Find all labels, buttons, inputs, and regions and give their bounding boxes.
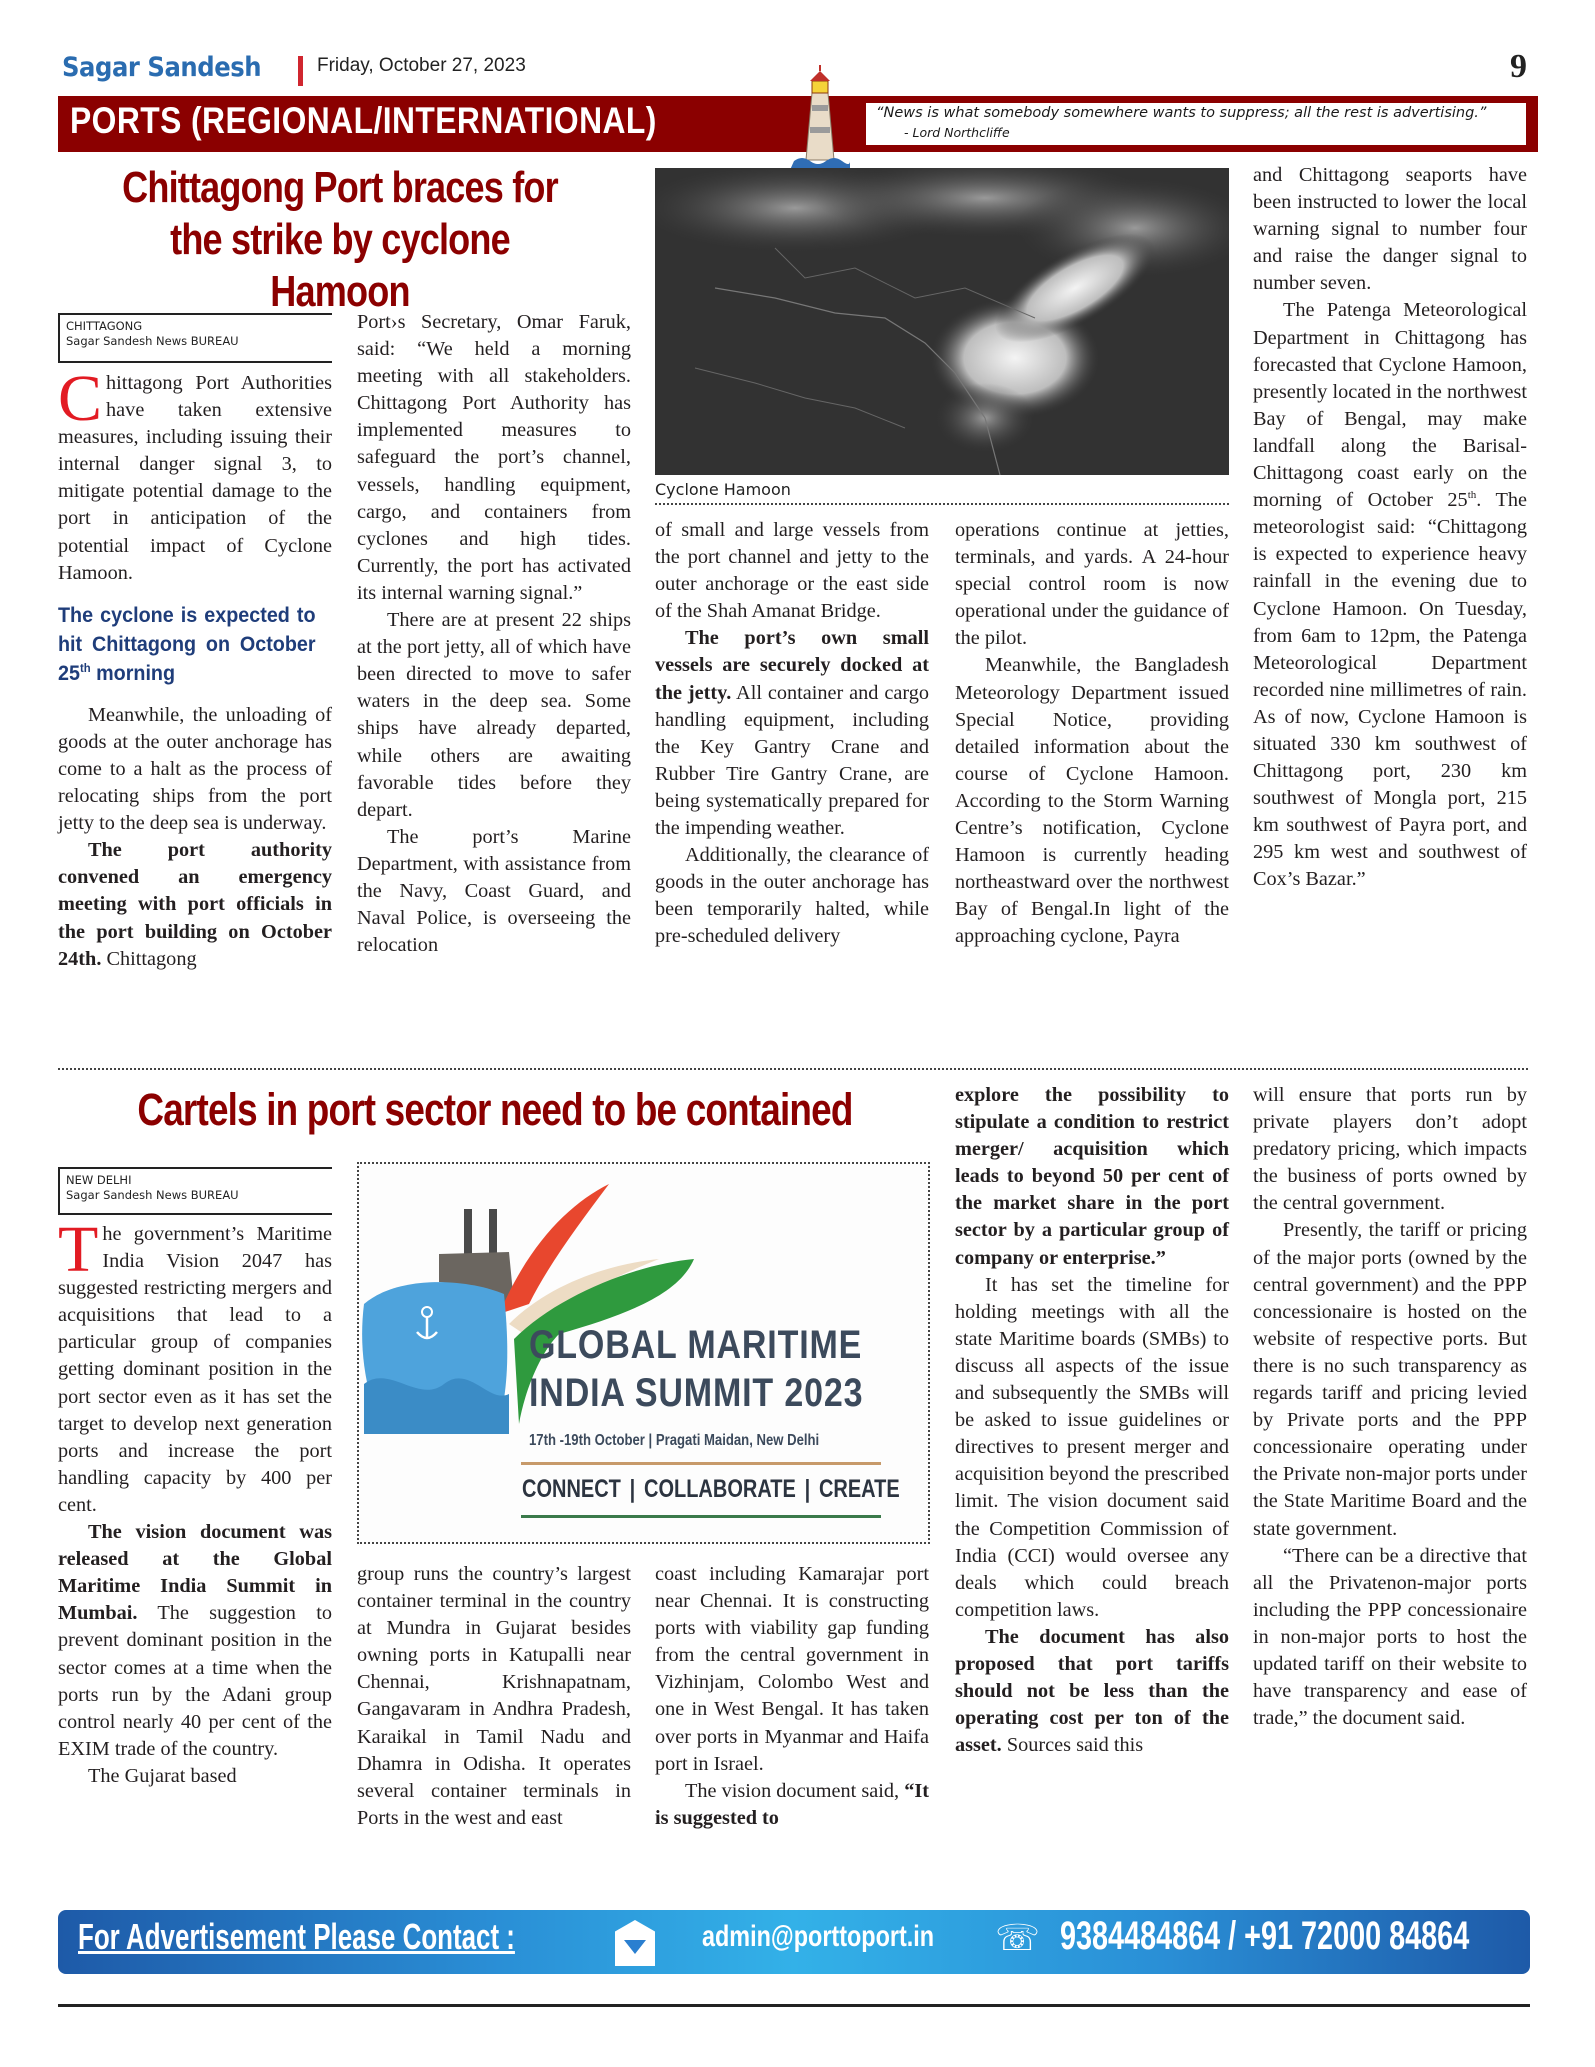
drop-cap: T	[58, 1213, 99, 1286]
drop-cap: C	[58, 362, 103, 435]
advertisement-label: For Advertisement Please Contact :	[78, 1916, 515, 1957]
logo-subtitle: 17th -19th October | Pragati Maidan, New Delhi	[529, 1432, 820, 1449]
logo-rule	[521, 1462, 881, 1465]
quote-text: “News is what somebody somewhere wants to suppress; all the rest is advertising.”	[876, 105, 1487, 121]
article2-column-5	[1253, 1082, 1527, 1732]
article1-subheading: The cyclone is expected to hit Chittagong on October 25th morning	[58, 603, 316, 685]
article1-headline: Chittagong Port braces for the strike by cyclone Hamoon	[122, 163, 558, 316]
logo-rule	[521, 1515, 881, 1518]
article1-column-4	[955, 517, 1229, 951]
email-icon-flap	[624, 1940, 646, 1954]
masthead-separator	[298, 56, 303, 86]
issue-date: Friday, October 27, 2023	[317, 55, 526, 76]
logo-title: GLOBAL MARITIME INDIA SUMMIT 2023	[529, 1323, 864, 1415]
satellite-image-cyclone	[655, 168, 1229, 475]
paragraph: Meanwhile, the Bangladesh Meteorology Department issued Special Notice, providing detailed information about the course of Cyclone Hamoon. According to the Storm Warning Centre’s notification, Cyclone Hamoon is currently heading northeastward over the northwest Bay of Bengal.In light of the approaching cyclone, Payra	[955, 654, 1229, 948]
paragraph: explore the possibility to stipulate a condition to restrict merger/ acquisition which leads to beyond 50 per cent of the market share in the port sector by a particular group of company or enterprise.”	[955, 1084, 1229, 1269]
article1-column-5	[1253, 162, 1527, 894]
masthead-quote	[876, 104, 1518, 143]
article1-dateline	[58, 313, 332, 363]
paragraph-text: hittagong Port Authorities have taken extensive measures, including issuing their internal danger signal 3, to mitigate potential damage to the port in anticipation of the potential impact of Cyclone Hamoon.	[58, 372, 332, 584]
paragraph: Presently, the tariff or pricing of the major ports (owned by the central government) and the PPP concessionaire is hosted on the website of respective ports. But there is no such transparency as regards tariff and pricing levied by Private ports and the PPP concessionaire operating under the Private non-major ports under the State Maritime Board and the state government.	[1253, 1219, 1527, 1540]
advertisement-phone-numbers: 9384484864 / +91 72000 84864	[1060, 1914, 1470, 1958]
article2-column-2	[357, 1561, 631, 1832]
image-caption: Cyclone Hamoon	[655, 480, 1229, 505]
section-title: PORTS (REGIONAL/INTERNATIONAL)	[70, 100, 657, 141]
global-maritime-india-summit-logo	[357, 1162, 930, 1544]
dateline-bureau: Sagar Sandesh News BUREAU	[66, 334, 239, 348]
paragraph: It has set the timeline for holding meetings with all the state Maritime boards (SMBs) to discuss all aspects of the issue and subsequently the SMBs will be asked to issue guidelines or directives to present merger and acquisition beyond the prescribed limit. The vision document said the Competition Commission of India (CCI) would oversee any deals which could breach competition laws.	[955, 1273, 1229, 1621]
paragraph: of small and large vessels from the port channel and jetty to the outer anchorage or the east side of the Shah Amanat Bridge.	[655, 519, 929, 623]
newspaper-brand-logo: Sagar Sandesh	[62, 52, 262, 83]
cyclone-satellite-graphic	[655, 168, 1229, 475]
paragraph: Port›s Secretary, Omar Faruk, said: “We held a morning meeting with all stakeholders. Chittagong Port Authority has implemented measures to safeguard the port’s channel, vessels, handling equipment, cargo, and containers from cyclones and high tides. Currently, the port has activated its internal warning signal.”	[357, 311, 631, 604]
paragraph: The port authority convened an emergency meeting with port officials in the port building on October 24th. Chittagong	[58, 839, 332, 970]
paragraph: coast including Kamarajar port near Chennai. It is constructing ports with viability gap funding from the central government in Vizhinjam, Colombo West and one in West Bengal. It has taken over ports in Myanmar and Haifa port in Israel.	[655, 1563, 929, 1775]
article2-column-4	[955, 1082, 1229, 1759]
paragraph: “There can be a directive that all the Privatenon-major ports including the PPP concessionaire in non-major ports to host the updated tariff on their website to have transparency and ease of trade,” the document said.	[1253, 1544, 1527, 1730]
dateline-place: NEW DELHI	[66, 1173, 132, 1187]
paragraph: The vision document said, “It is suggested to	[655, 1779, 929, 1829]
dateline-place: CHITTAGONG	[66, 319, 143, 333]
article-divider	[58, 1068, 1528, 1070]
paragraph: The port’s Marine Department, with assistance from the Navy, Coast Guard, and Naval Police, is overseeing the relocation	[357, 825, 631, 957]
paragraph: Additionally, the clearance of goods in the outer anchorage has been temporarily halted, while pre-scheduled delivery	[655, 844, 929, 948]
article2-column-1	[58, 1213, 332, 1790]
page-number: 9	[1510, 48, 1527, 85]
phone-icon: ☏	[995, 1918, 1041, 1959]
advertisement-email-link[interactable]: admin@porttoport.in	[702, 1920, 935, 1953]
article2-headline: Cartels in port sector need to be contained	[137, 1084, 853, 1135]
masthead-quote-box	[865, 102, 1527, 146]
paragraph: The document has also proposed that port tariffs should not be less than the operating cost per ton of the asset. Sources said this	[955, 1625, 1229, 1757]
article2-dateline	[58, 1167, 332, 1215]
lighthouse-icon	[790, 65, 850, 170]
page-bottom-rule	[58, 2004, 1530, 2007]
article1-column-2	[357, 309, 631, 959]
article2-lead-paragraph	[58, 1213, 332, 1519]
paragraph: and Chittagong seaports have been instructed to lower the local warning signal to number four and raise the danger signal to number seven.	[1253, 164, 1527, 295]
paragraph: operations continue at jetties, terminals, and yards. A 24-hour special control room is now operational under the guidance of the pilot.	[955, 519, 1229, 650]
paragraph: The port’s own small vessels are securely docked at the jetty. All container and cargo handling equipment, including the Key Gantry Crane and Rubber Tire Gantry Crane, are being systematically prepared for the impending weather.	[655, 627, 930, 840]
quote-attribution: - Lord Northcliffe	[904, 125, 1010, 140]
logo-tagline: CONNECT | COLLABORATE | CREATE	[522, 1475, 900, 1503]
paragraph: group runs the country’s largest container terminal in the country at Mundra in Gujarat besides owning ports in Katupalli near Chennai, Krishnapatnam, Gangavaram in Andhra Pradesh, Karaikal in Tamil Nadu and Dhamra in Odisha. It operates several container terminals in Ports in the west and east	[357, 1563, 631, 1829]
paragraph: There are at present 22 ships at the port jetty, all of which have been directed to move to safer waters in the deep sea. Some ships have already departed, while others are awaiting favorable tides before they depart.	[357, 609, 631, 821]
paragraph: will ensure that ports run by private players don’t adopt predatory pricing, which impacts the business of ports owned by the central government.	[1253, 1084, 1527, 1215]
dateline-bureau: Sagar Sandesh News BUREAU	[66, 1188, 239, 1202]
paragraph: The Gujarat based	[88, 1764, 237, 1787]
paragraph: Meanwhile, the unloading of goods at the outer anchorage has come to a halt as the process of relocating ships from the port jetty to the deep sea is underway.	[58, 703, 332, 835]
article1-column-1	[58, 362, 332, 973]
article1-column-3	[655, 517, 929, 951]
article1-lead-paragraph	[58, 362, 332, 587]
paragraph: The vision document was released at the Global Maritime India Summit in Mumbai. The suggestion to prevent dominant position in the sector comes at a time when the ports run by the Adani group control nearly 40 per cent of the EXIM trade of the country.	[58, 1521, 332, 1760]
article2-column-3	[655, 1561, 929, 1832]
paragraph-text: he government’s Maritime India Vision 2047 has suggested restricting mergers and acquisitions that lead to a particular group of companies getting dominant position in the port sector even as it has set the target to develop next generation ports and increase the port handling capacity by 400 per cent.	[58, 1223, 332, 1516]
paragraph: The Patenga Meteorological Department in Chittagong has forecasted that Cyclone Hamoon, presently located in the northwest Bay of Bengal, may make landfall along the Barisal-Chittagong coast early on the morning of October 25th. The meteorologist said: “Chittagong is expected to experience heavy rainfall in the evening due to Cyclone Hamoon. On Tuesday, from 6am to 12pm, the Patenga Meteorological Department recorded nine millimetres of rain. As of now, Cyclone Hamoon is situated 330 km southwest of Chittagong port, 230 km southwest of Mongla port, 215 km southwest of Payra port, and 295 km west and southwest of Cox’s Bazar.”	[1253, 299, 1527, 891]
